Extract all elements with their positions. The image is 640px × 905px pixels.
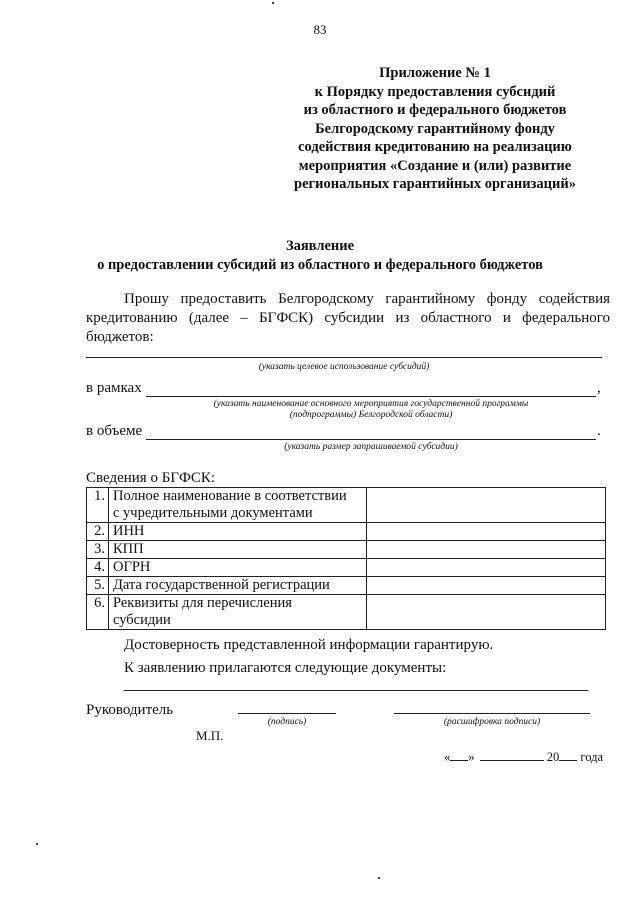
appendix-line: Приложение № 1: [379, 65, 491, 81]
date-open-quote: «: [444, 750, 451, 764]
year-suffix: года: [580, 750, 603, 764]
row-label-line: ИНН: [112, 523, 145, 539]
row-label: [108, 541, 366, 559]
row-label-line: КПП: [112, 541, 144, 557]
table-row: [87, 577, 606, 595]
row-value[interactable]: [366, 488, 605, 523]
table-row: [87, 559, 606, 577]
page-number: 83: [313, 22, 327, 37]
stamp-label: М.П.: [196, 728, 224, 743]
amount-field-line: [146, 439, 596, 440]
day-field: [450, 760, 468, 761]
purpose-field-line: [86, 357, 602, 358]
within-comma: ,: [597, 380, 601, 396]
hint-amount: (указать размер запрашиваемой субсидии): [284, 442, 458, 452]
month-field: [480, 760, 544, 761]
row-number: 1.: [87, 488, 109, 523]
hint-decoding: (расшифровка подписи): [443, 717, 541, 727]
row-number: 6.: [87, 595, 109, 630]
head-label: Руководитель: [86, 702, 174, 718]
request-paragraph: Прошу предоставить Белгородскому гарантийному фонду содействия кредитованию (далее – БГФСК) субсидии из областного и федерального бюджетов:: [86, 291, 610, 345]
hint-program-2: (подпрограммы) Белгородской области): [289, 410, 453, 420]
row-label: [108, 559, 366, 577]
within-label: в рамках: [86, 380, 142, 396]
signature-line: [238, 713, 336, 714]
appendix-line: из областного и федерального бюджетов: [303, 102, 567, 118]
document-title: [0, 237, 640, 274]
scan-speck: [36, 843, 38, 845]
title-line-2: о предоставлении субсидий из областного и федерального бюджетов: [97, 256, 543, 273]
hint-program-1: (указать наименование основного мероприятия государственной программы: [213, 399, 529, 409]
title-line-1: Заявление: [285, 238, 355, 254]
row-label: [108, 595, 366, 630]
row-number: 5.: [87, 577, 109, 595]
amount-period: .: [597, 423, 601, 439]
row-value[interactable]: [366, 559, 605, 577]
table-row: [87, 488, 606, 523]
row-number: 2.: [87, 523, 109, 541]
scan-speck: [378, 877, 380, 879]
table-row: [87, 523, 606, 541]
appendix-line: к Порядку предоставления субсидий: [314, 83, 556, 100]
row-label: [108, 523, 366, 541]
date-line: [444, 750, 603, 765]
appendix-line: Белгородскому гарантийному фонду: [315, 120, 555, 137]
decoding-line: [394, 713, 590, 714]
row-label-line: Дата государственной регистрации: [112, 577, 330, 593]
row-value[interactable]: [366, 577, 605, 595]
attachments-text: К заявлению прилагаются следующие документы:: [124, 660, 447, 676]
row-label-line: Реквизиты для перечисления: [112, 595, 292, 611]
program-field-line: [146, 396, 596, 397]
appendix-line: региональных гарантийных организаций»: [294, 176, 576, 192]
date-close-quote: »: [468, 750, 475, 764]
year-prefix: 20: [546, 750, 560, 764]
row-label: [108, 488, 366, 523]
row-label: [108, 577, 366, 595]
row-label-line: Полное наименование в соответствии: [112, 488, 347, 504]
table-row: [87, 595, 606, 630]
row-value[interactable]: [366, 523, 605, 541]
hint-purpose: (указать целевое использование субсидий): [258, 362, 430, 372]
row-label-line: с учредительными документами: [112, 505, 313, 521]
row-label-line: субсидии: [112, 612, 171, 628]
attachments-field-line: [124, 690, 588, 691]
appendix-line: мероприятия «Создание и (или) развитие: [298, 157, 572, 174]
info-table: [86, 487, 606, 630]
row-label-line: ОГРН: [112, 559, 151, 575]
appendix-header: [270, 64, 600, 194]
scan-speck: [272, 2, 274, 4]
hint-signature: (подпись): [267, 717, 307, 727]
row-number: 4.: [87, 559, 109, 577]
table-row: [87, 541, 606, 559]
appendix-line: содействия кредитованию на реализацию: [298, 139, 572, 155]
guarantee-text: Достоверность представленной информации гарантирую.: [124, 637, 494, 653]
info-heading: Сведения о БГФСК:: [86, 470, 216, 486]
row-number: 3.: [87, 541, 109, 559]
year-field: [559, 760, 577, 761]
row-value[interactable]: [366, 541, 605, 559]
amount-label: в объеме: [86, 423, 143, 439]
row-value[interactable]: [366, 595, 605, 630]
